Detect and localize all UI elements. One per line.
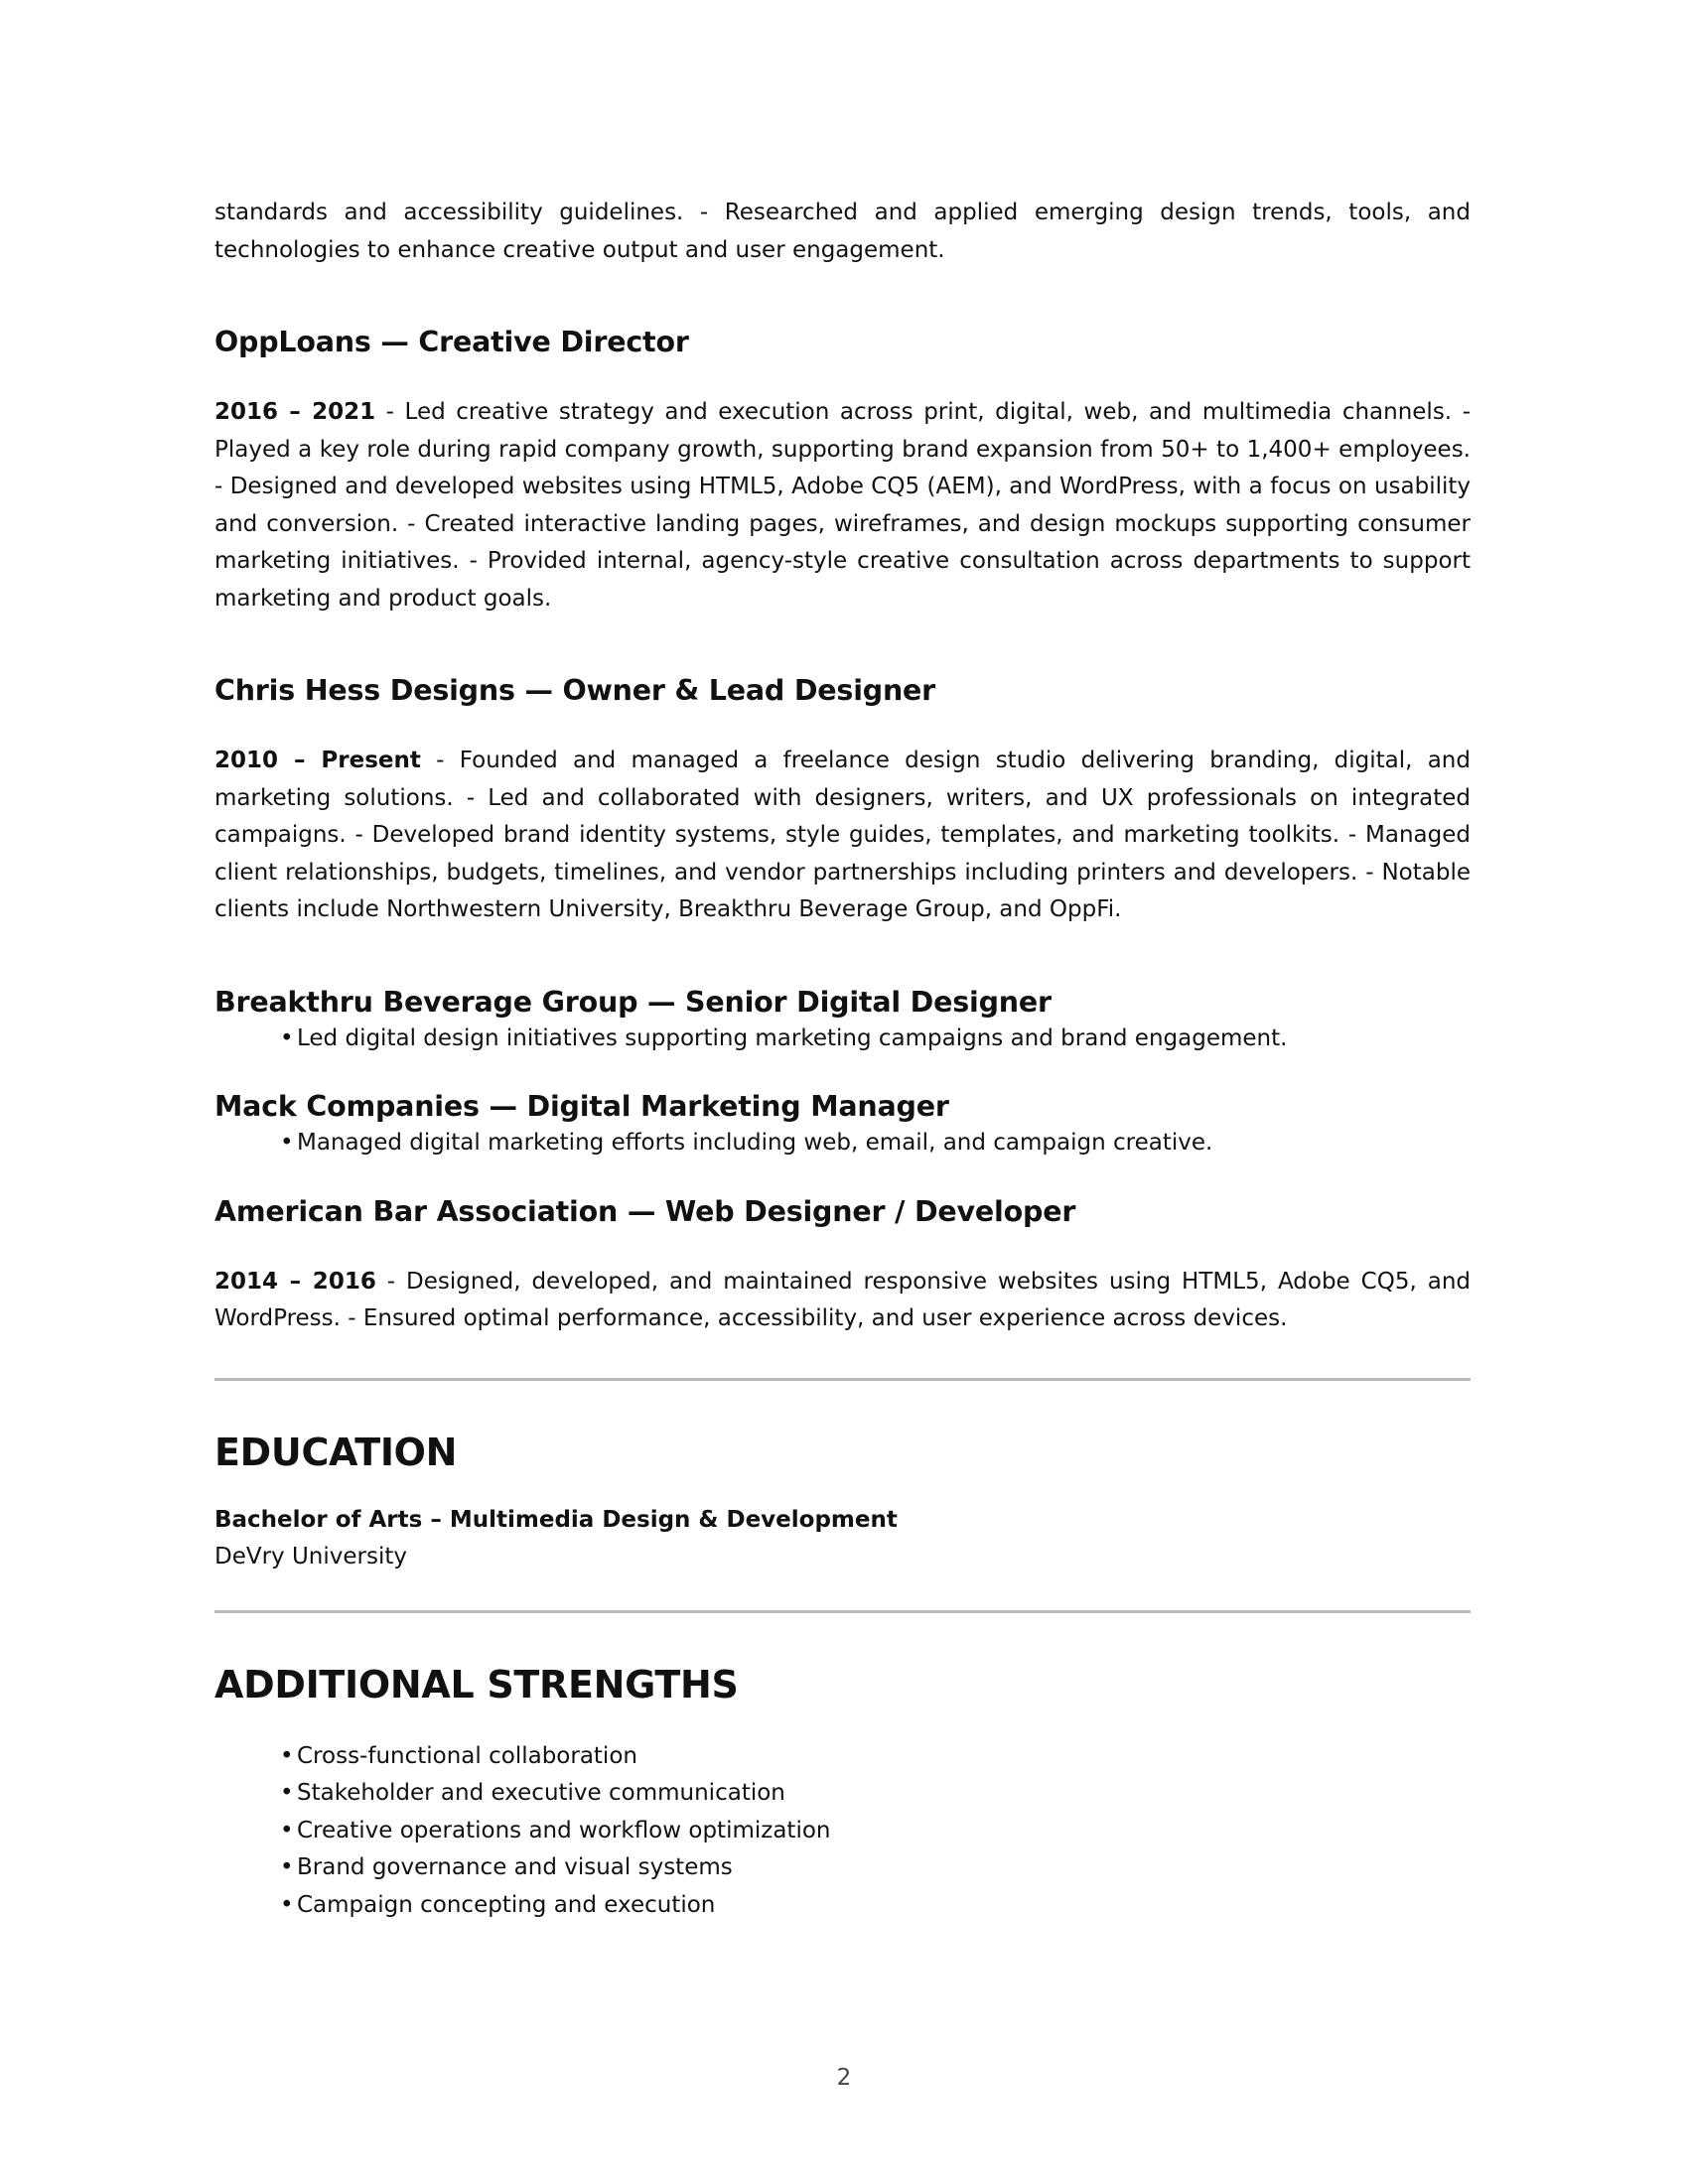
job-title-american-bar-association: American Bar Association — Web Designer / Developer (214, 1194, 1076, 1228)
resume-page (214, 195, 1471, 1924)
job-bullets-mack-companies (214, 1125, 1471, 1162)
list-item: • Creative operations and workflow optimization (280, 1813, 1471, 1850)
job-title-breakthru: Breakthru Beverage Group — Senior Digital Designer (214, 985, 1052, 1019)
section-divider (214, 1610, 1471, 1613)
job-bullets-breakthru (214, 1021, 1471, 1058)
job-description-american-bar-association (214, 1264, 1471, 1338)
job-dates-opploans: 2016 – 2021 (214, 399, 376, 425)
list-item: • Brand governance and visual systems (280, 1849, 1471, 1887)
job-description-opploans (214, 394, 1471, 617)
job-dates-american-bar-association: 2014 – 2016 (214, 1268, 376, 1295)
section-divider (214, 1378, 1471, 1381)
strengths-heading: ADDITIONAL STRENGTHS (214, 1662, 739, 1706)
list-item: • Led digital design initiatives supporting marketing campaigns and brand engagement. (280, 1021, 1471, 1058)
job-details-chris-hess-designs: - Founded and managed a freelance design studio delivering branding, digital, and marketing solutions. - Led and collaborated with designers, writers, and UX professionals on integrated campaigns. - Developed brand identity systems, style guides, templates, and marketing toolkits. - Managed client relationships, budgets, timelines, and vendor partnerships including printers and developers. - Notable clients include Northwestern University, Breakthru Beverage Group, and OppFi. (214, 748, 1471, 922)
job-title-opploans: OppLoans — Creative Director (214, 326, 689, 358)
job-dates-chris-hess-designs: 2010 – Present (214, 748, 421, 773)
list-item: • Campaign concepting and execution (280, 1887, 1471, 1925)
list-item: • Stakeholder and executive communication (280, 1775, 1471, 1813)
education-degree: Bachelor of Arts – Multimedia Design & Development (214, 1506, 898, 1533)
job-details-american-bar-association: - Designed, developed, and maintained responsive websites using HTML5, Adobe CQ5, and WordPress. - Ensured optimal performance, accessibility, and user experience across devices. (214, 1268, 1471, 1331)
job-title-mack-companies: Mack Companies — Digital Marketing Manager (214, 1090, 949, 1123)
job-description-chris-hess-designs (214, 743, 1471, 929)
job-title-chris-hess-designs: Chris Hess Designs — Owner & Lead Designer (214, 674, 936, 707)
education-school: DeVry University (214, 1544, 407, 1570)
job-details-opploans: - Led creative strategy and execution across print, digital, web, and multimedia channels. - Played a key role during rapid company growth, supporting brand expansion from 50+ to 1,400+ employees. - Designed and developed websites using HTML5, Adobe CQ5 (AEM), and WordPress, with a focus on usability and conversion. - Created interactive landing pages, wireframes, and design mockups supporting consumer marketing initiatives. - Provided internal, agency-style creative consultation across departments to support marketing and product goals. (214, 399, 1471, 612)
list-item: • Cross-functional collaboration (280, 1738, 1471, 1776)
experience-continuation: standards and accessibility guidelines. - Researched and applied emerging design trends, tools, and technologies to enhance creative output and user engagement. (214, 200, 1471, 263)
education-heading: EDUCATION (214, 1430, 458, 1474)
list-item: • Managed digital marketing efforts including web, email, and campaign creative. (280, 1125, 1471, 1162)
page-number: 2 (836, 2065, 852, 2091)
strengths-list (214, 1738, 1471, 1925)
